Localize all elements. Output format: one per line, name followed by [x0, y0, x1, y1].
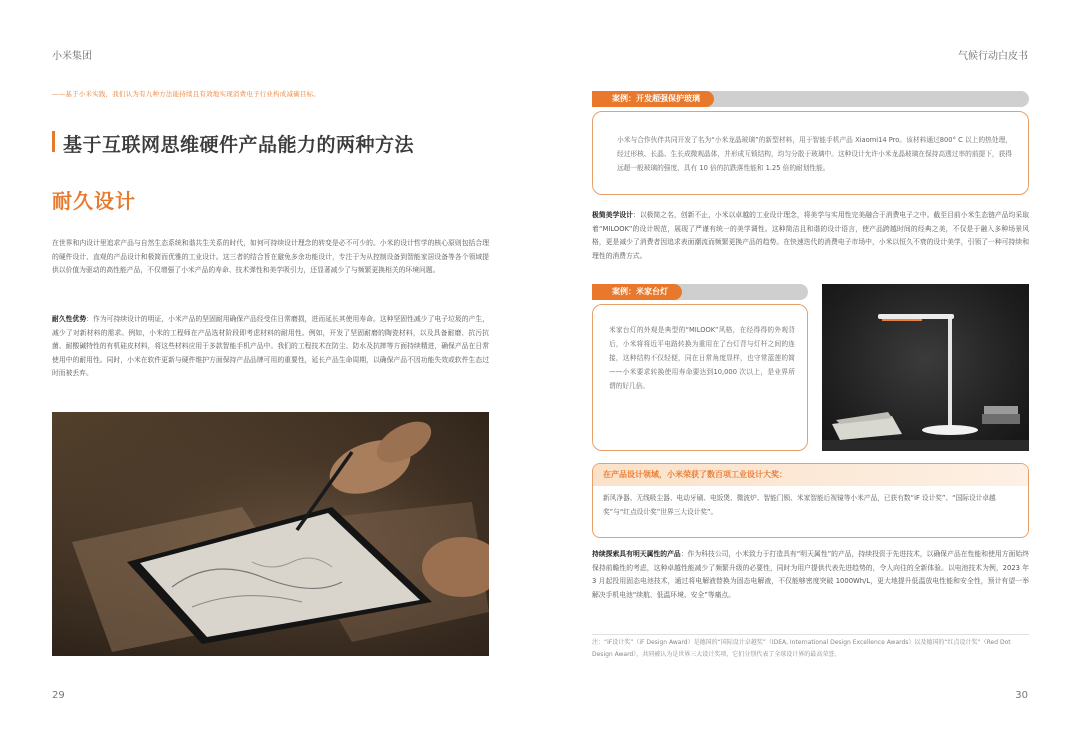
page-number-right: 30	[1015, 690, 1028, 701]
minimal-design-label: 极简美学设计	[592, 211, 633, 219]
desk-lamp-photo	[822, 284, 1029, 451]
footnote: 注：“iF设计奖”（iF Design Award）是德国的“国际设计卓越奖”（IDEA, International Design Excellence Awards）以及德国的“红点设计奖”（Red Dot Design Award），共同被认为是世界三大设计奖项，它们分别代表了全球设计界的最高荣誉。	[592, 634, 1029, 660]
section-title: 基于互联网思维硬件产品能力的两种方法	[63, 134, 415, 156]
future-products-paragraph	[592, 548, 1029, 602]
future-products-label: 持续探索具有明天属性的产品	[592, 550, 681, 558]
case-label-lamp: 案例：米家台灯	[592, 284, 682, 300]
case-tab-lamp	[592, 284, 808, 300]
award-box	[592, 463, 1029, 538]
durability-paragraph	[52, 313, 489, 381]
case-tab-glass	[592, 91, 1029, 107]
case-box-glass	[592, 111, 1029, 195]
case-text-lamp: 米家台灯的外观是典型的“MILOOK”风格，在经得得的外观背后，小米将将近平电路转换为重用在了台灯背与灯杆之间的连接，这种结构不仅轻便，同在日常角度显样，也守常蓝莲的简——小米要求转换使用寿命要达到10,000 次以上，是业界所谓的好几倍。	[609, 326, 795, 390]
header-right-title: 气候行动白皮书	[958, 51, 1028, 62]
page-number-left: 29	[52, 690, 65, 701]
future-products-text: ：作为科技公司，小米致力于打造具有“明天属性”的产品，持续投资于先进技术，以确保产品在性能和使用方面始终保持前瞻性的考虑，这种卓越性能减少了频繁升级的必要性，同时为用户提供代表先进趋势的，令人向往的全新体验。以电池技术为例，2023 年 3 月起投用固态电池技术，通过将电解液替换为固态电解液，不仅能够密度突破 1000Wh/L，更大地提升低温放电性能和安全性，预计有望一举解决手机电池“续航、低温环境、安全”等痛点。	[592, 550, 1029, 599]
durability-label: 耐久性优势	[52, 315, 87, 323]
intro-paragraph: 在世界和内设计里追求产品与自然生态系统和谐共生关系的时代，如何可持续设计理念的转变是必不可少的。小米的设计哲学的核心原则包括合理的硬件设计、直观的产品设计和极简而优雅的工业设计。这三者的结合旨在避免多余功能设计，专注于为从控制设备到智能家居设备等各个领域提供以价值为驱动的高性能产品，不仅增强了小米产品的寿命、技术弹性和美学吸引力，还显著减少了与频繁更换相关的环境问题。	[52, 239, 489, 275]
minimal-design-text: ：以极简之名，创新不止，小米以卓越的工业设计理念，将美学与实用性完美融合于消费电子之中。截至目前小米生态链产品均采取着“MILOOK”的设计规范，展现了严谨有统一的美学调性。这种简洁且和谐的设计语言，使产品跨越时间的经典之美，不仅是于融入多种场景风格，更是减少了消费者因追求表面潮流而频繁更换产品的趋势。在快速迭代的消费电子市场中，小米以恒久不衰的设计美学，引领了一种可持续和理性的消费方式。	[592, 211, 1030, 260]
header-left-title: 小米集团	[52, 51, 92, 62]
minimal-design-paragraph	[592, 209, 1029, 263]
award-heading: 在产品设计领域，小米荣获了数百项工业设计大奖：	[593, 464, 1028, 486]
case-label-glass: 案例：开发超强保护玻璃	[592, 91, 714, 107]
section-accent-bar	[52, 131, 55, 152]
case-box-lamp	[592, 304, 808, 451]
subsection-title: 耐久设计	[52, 189, 136, 213]
case-text-glass: 小米与合作伙伴共同开发了名为“小米龙晶玻璃”的新型材料，用于智能手机产品 Xiaomi14 Pro。该材料通过800° C 以上的热处理，经过形核、长晶、生长成微观晶体，并形成互锁结构，均匀分散于玻璃中。这种设计允许小米龙晶玻璃在保持高透过率的前提下，获得远超一般玻璃的强度，具有 10 倍的抗跌落性能和 1.25 倍的耐划性能。	[617, 136, 1012, 172]
tablet-drawing-photo	[52, 412, 489, 656]
award-text: 新风净器、无线吸尘器、电动牙刷、电饭煲、微波炉、智能门锁、米家智能后视镜等小米产品，已获有数“iF 设计奖”、“国际设计卓越奖”与“红点设计奖”世界三大设计奖”。	[603, 494, 996, 516]
durability-text: ：作为可持续设计的明证，小米产品的坚固耐用确保产品经受住日常磨损，进而延长其使用寿命。这种坚固性减少了电子垃圾的产生，减少了对新材料的需求。例如，小米的工程师在产品选材阶段即考虑材料的耐用性。例如，开发了坚固耐磨的陶瓷材料，以及具备耐磨、抗污抗菌、耐酸碱特性的有机硅皮材料，将这些材料应用于多款智能手机产品中。我们的工程技术在防尘、防水及抗摔等方面持续精进，确保产品在日常使用中的耐用性。同时，小米在软件更新与硬件维护方面保持产品品牌可用的重要性，延长产品生命周期，以确保产品不因功能失效或软件生态过时而被丢弃。	[52, 315, 490, 378]
intro-line: ——基于小米实践，我们认为有九种方法能持续且有效地实现消费电子行业构成减碳目标。	[52, 90, 320, 98]
